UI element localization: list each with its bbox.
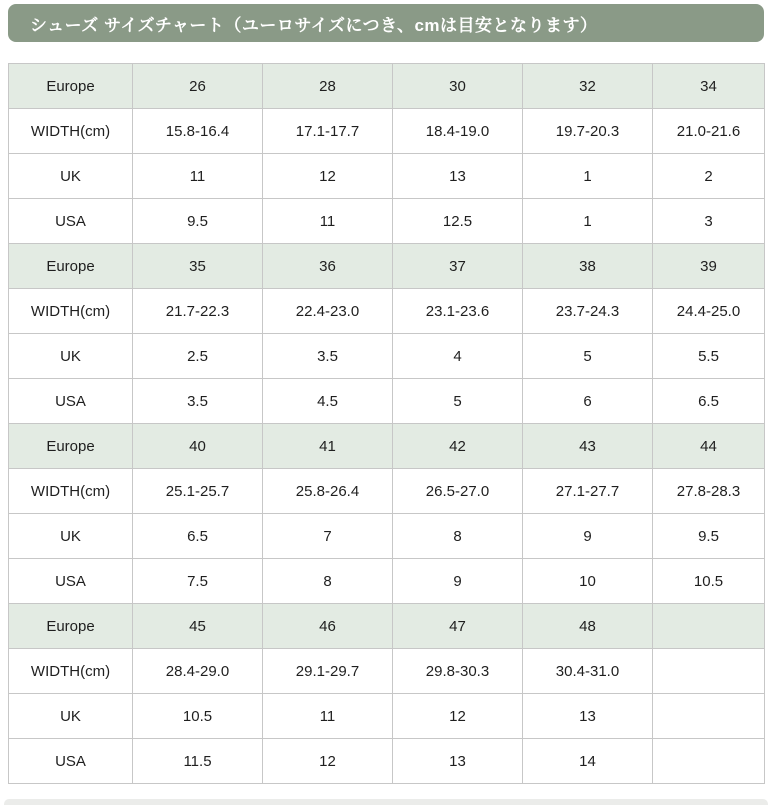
size-value-cell: 47 — [393, 604, 523, 649]
size-value-cell: 7.5 — [133, 559, 263, 604]
size-value-cell: 29.8-30.3 — [393, 649, 523, 694]
size-value-cell: 28 — [263, 64, 393, 109]
row-label-cell: Europe — [9, 244, 133, 289]
table-row — [9, 694, 765, 739]
size-value-cell: 32 — [523, 64, 653, 109]
size-value-cell: 30.4-31.0 — [523, 649, 653, 694]
size-value-cell: 7 — [263, 514, 393, 559]
table-row — [9, 199, 765, 244]
size-value-cell: 25.8-26.4 — [263, 469, 393, 514]
size-value-cell: 23.7-24.3 — [523, 289, 653, 334]
size-value-cell: 26 — [133, 64, 263, 109]
size-value-cell — [653, 649, 765, 694]
size-chart-body — [9, 64, 765, 784]
size-value-cell: 4 — [393, 334, 523, 379]
table-row — [9, 379, 765, 424]
row-label-cell: UK — [9, 154, 133, 199]
row-label-cell: UK — [9, 514, 133, 559]
size-value-cell: 12 — [263, 739, 393, 784]
size-value-cell: 12 — [393, 694, 523, 739]
row-label-cell: Europe — [9, 64, 133, 109]
size-value-cell: 29.1-29.7 — [263, 649, 393, 694]
size-value-cell: 11 — [263, 199, 393, 244]
size-value-cell: 6.5 — [133, 514, 263, 559]
size-value-cell: 26.5-27.0 — [393, 469, 523, 514]
size-value-cell: 1 — [523, 199, 653, 244]
size-value-cell: 44 — [653, 424, 765, 469]
size-value-cell: 5.5 — [653, 334, 765, 379]
table-row — [9, 514, 765, 559]
size-value-cell: 12.5 — [393, 199, 523, 244]
table-row — [9, 604, 765, 649]
size-value-cell: 9.5 — [133, 199, 263, 244]
size-value-cell: 11 — [263, 694, 393, 739]
size-value-cell: 46 — [263, 604, 393, 649]
size-value-cell: 3 — [653, 199, 765, 244]
size-value-cell: 22.4-23.0 — [263, 289, 393, 334]
size-value-cell: 27.8-28.3 — [653, 469, 765, 514]
size-value-cell: 14 — [523, 739, 653, 784]
size-value-cell: 1 — [523, 154, 653, 199]
size-value-cell: 30 — [393, 64, 523, 109]
size-value-cell: 43 — [523, 424, 653, 469]
row-label-cell: UK — [9, 334, 133, 379]
size-value-cell: 5 — [523, 334, 653, 379]
table-row — [9, 334, 765, 379]
row-label-cell: USA — [9, 199, 133, 244]
size-value-cell: 21.0-21.6 — [653, 109, 765, 154]
row-label-cell: USA — [9, 739, 133, 784]
size-value-cell: 3.5 — [263, 334, 393, 379]
size-value-cell — [653, 739, 765, 784]
table-row — [9, 154, 765, 199]
table-row — [9, 469, 765, 514]
size-value-cell: 19.7-20.3 — [523, 109, 653, 154]
size-value-cell: 38 — [523, 244, 653, 289]
size-value-cell: 13 — [393, 154, 523, 199]
row-label-cell: WIDTH(cm) — [9, 469, 133, 514]
table-row — [9, 424, 765, 469]
size-value-cell: 23.1-23.6 — [393, 289, 523, 334]
size-value-cell: 36 — [263, 244, 393, 289]
size-value-cell: 11 — [133, 154, 263, 199]
row-label-cell: USA — [9, 559, 133, 604]
row-label-cell: WIDTH(cm) — [9, 109, 133, 154]
table-row — [9, 649, 765, 694]
size-value-cell: 18.4-19.0 — [393, 109, 523, 154]
size-value-cell: 40 — [133, 424, 263, 469]
row-label-cell: UK — [9, 694, 133, 739]
size-value-cell: 17.1-17.7 — [263, 109, 393, 154]
row-label-cell: USA — [9, 379, 133, 424]
size-value-cell: 10 — [523, 559, 653, 604]
size-value-cell: 6 — [523, 379, 653, 424]
size-value-cell — [653, 604, 765, 649]
size-value-cell: 9.5 — [653, 514, 765, 559]
table-row — [9, 109, 765, 154]
size-value-cell: 45 — [133, 604, 263, 649]
size-value-cell: 24.4-25.0 — [653, 289, 765, 334]
row-label-cell: WIDTH(cm) — [9, 289, 133, 334]
size-value-cell: 28.4-29.0 — [133, 649, 263, 694]
size-value-cell: 21.7-22.3 — [133, 289, 263, 334]
row-label-cell: WIDTH(cm) — [9, 649, 133, 694]
chart-title-bar — [8, 4, 764, 42]
size-value-cell: 12 — [263, 154, 393, 199]
size-value-cell: 10.5 — [133, 694, 263, 739]
size-value-cell — [653, 694, 765, 739]
size-value-cell: 15.8-16.4 — [133, 109, 263, 154]
chart-title: シューズ サイズチャート（ユーロサイズにつき、cmは目安となります） — [30, 15, 598, 35]
table-row — [9, 64, 765, 109]
size-value-cell: 8 — [263, 559, 393, 604]
size-value-cell: 11.5 — [133, 739, 263, 784]
size-value-cell: 8 — [393, 514, 523, 559]
size-value-cell: 13 — [523, 694, 653, 739]
size-value-cell: 37 — [393, 244, 523, 289]
size-value-cell: 41 — [263, 424, 393, 469]
table-row — [9, 289, 765, 334]
size-value-cell: 27.1-27.7 — [523, 469, 653, 514]
size-chart-table — [8, 63, 765, 784]
next-section-edge — [4, 799, 768, 805]
size-value-cell: 9 — [523, 514, 653, 559]
size-value-cell: 9 — [393, 559, 523, 604]
table-row — [9, 739, 765, 784]
table-row — [9, 244, 765, 289]
size-value-cell: 42 — [393, 424, 523, 469]
size-value-cell: 34 — [653, 64, 765, 109]
size-value-cell: 3.5 — [133, 379, 263, 424]
size-value-cell: 10.5 — [653, 559, 765, 604]
table-row — [9, 559, 765, 604]
row-label-cell: Europe — [9, 604, 133, 649]
size-value-cell: 39 — [653, 244, 765, 289]
size-value-cell: 48 — [523, 604, 653, 649]
size-value-cell: 5 — [393, 379, 523, 424]
row-label-cell: Europe — [9, 424, 133, 469]
size-value-cell: 25.1-25.7 — [133, 469, 263, 514]
size-value-cell: 2.5 — [133, 334, 263, 379]
size-value-cell: 4.5 — [263, 379, 393, 424]
size-value-cell: 2 — [653, 154, 765, 199]
size-value-cell: 13 — [393, 739, 523, 784]
size-value-cell: 35 — [133, 244, 263, 289]
size-value-cell: 6.5 — [653, 379, 765, 424]
